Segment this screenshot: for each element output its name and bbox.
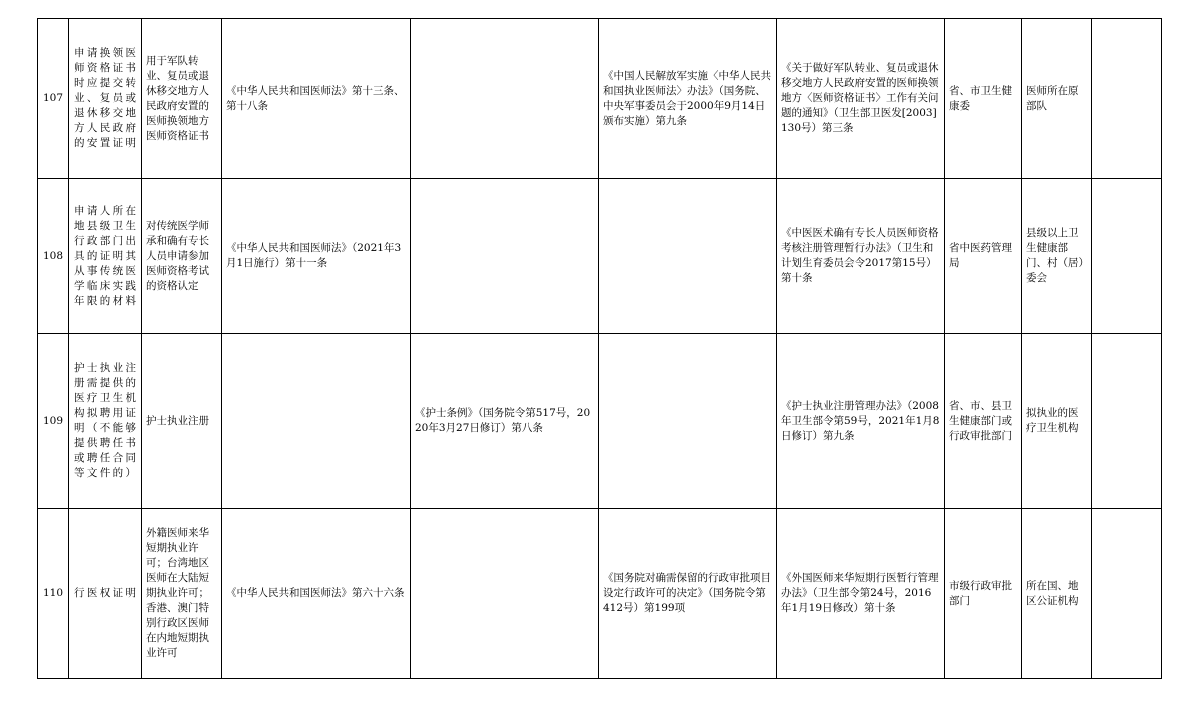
row-number: 109 bbox=[38, 334, 69, 509]
handling-authority: 市级行政审批部门 bbox=[945, 509, 1022, 679]
state-council-basis: 《中国人民解放军实施〈中华人民共和国执业医师法〉办法》（国务院、中央军事委员会于2000年9月14日颁布实施）第九条 bbox=[599, 19, 777, 179]
row-number: 108 bbox=[38, 179, 69, 334]
certificate-requirements-table bbox=[37, 18, 1162, 679]
row-number: 110 bbox=[38, 509, 69, 679]
applicable-scope: 护士执业注册 bbox=[142, 334, 222, 509]
regulation-basis bbox=[411, 19, 599, 179]
applicable-scope: 外籍医师来华短期执业许可；台湾地区医师在大陆短期执业许可；香港、澳门特别行政区医师在内地短期执业许可 bbox=[142, 509, 222, 679]
state-council-basis bbox=[599, 179, 777, 334]
issuing-unit: 拟执业的医疗卫生机构 bbox=[1022, 334, 1092, 509]
table-row bbox=[38, 334, 1162, 509]
applicable-scope: 用于军队转业、复员或退休移交地方人民政府安置的医师换领地方医师资格证书 bbox=[142, 19, 222, 179]
issuing-unit: 县级以上卫生健康部门、村（居）委会 bbox=[1022, 179, 1092, 334]
issuing-unit: 医师所在原部队 bbox=[1022, 19, 1092, 179]
certificate-item: 行医权证明 bbox=[69, 509, 142, 679]
department-rule-basis: 《护士执业注册管理办法》（2008年卫生部令第59号，2021年1月8日修订）第九条 bbox=[777, 334, 945, 509]
row-number: 107 bbox=[38, 19, 69, 179]
handling-authority: 省、市、县卫生健康部门或行政审批部门 bbox=[945, 334, 1022, 509]
applicable-scope: 对传统医学师承和确有专长人员申请参加医师资格考试的资格认定 bbox=[142, 179, 222, 334]
remark bbox=[1092, 179, 1162, 334]
state-council-basis: 《国务院对确需保留的行政审批项目设定行政许可的决定》（国务院令第412号）第199项 bbox=[599, 509, 777, 679]
department-rule-basis: 《关于做好军队转业、复员或退休移交地方人民政府安置的医师换领地方〈医师资格证书〉工作有关问题的通知》（卫生部卫医发[2003]130号）第三条 bbox=[777, 19, 945, 179]
law-basis: 《中华人民共和国医师法》（2021年3月1日施行）第十一条 bbox=[222, 179, 411, 334]
handling-authority: 省、市卫生健康委 bbox=[945, 19, 1022, 179]
remark bbox=[1092, 19, 1162, 179]
certificate-item: 申请换领医师资格证书时应提交转业、复员或退休移交地方人民政府的安置证明 bbox=[69, 19, 142, 179]
handling-authority: 省中医药管理局 bbox=[945, 179, 1022, 334]
law-basis bbox=[222, 334, 411, 509]
department-rule-basis: 《中医医术确有专长人员医师资格考核注册管理暂行办法》（卫生和计划生育委员会令2017第15号）第十条 bbox=[777, 179, 945, 334]
issuing-unit: 所在国、地区公证机构 bbox=[1022, 509, 1092, 679]
law-basis: 《中华人民共和国医师法》第六十六条 bbox=[222, 509, 411, 679]
regulation-basis: 《护士条例》（国务院令第517号，2020年3月27日修订）第八条 bbox=[411, 334, 599, 509]
table-row bbox=[38, 509, 1162, 679]
remark bbox=[1092, 334, 1162, 509]
law-basis: 《中华人民共和国医师法》第十三条、第十八条 bbox=[222, 19, 411, 179]
table-row bbox=[38, 19, 1162, 179]
certificate-item: 护士执业注册需提供的医疗卫生机构拟聘用证明（不能够提供聘任书或聘任合同等文件的） bbox=[69, 334, 142, 509]
department-rule-basis: 《外国医师来华短期行医暂行管理办法》（卫生部令第24号，2016年1月19日修改）第十条 bbox=[777, 509, 945, 679]
state-council-basis bbox=[599, 334, 777, 509]
certificate-item: 申请人所在地县级卫生行政部门出具的证明其从事传统医学临床实践年限的材料 bbox=[69, 179, 142, 334]
remark bbox=[1092, 509, 1162, 679]
regulation-basis bbox=[411, 179, 599, 334]
regulation-basis bbox=[411, 509, 599, 679]
table-row bbox=[38, 179, 1162, 334]
